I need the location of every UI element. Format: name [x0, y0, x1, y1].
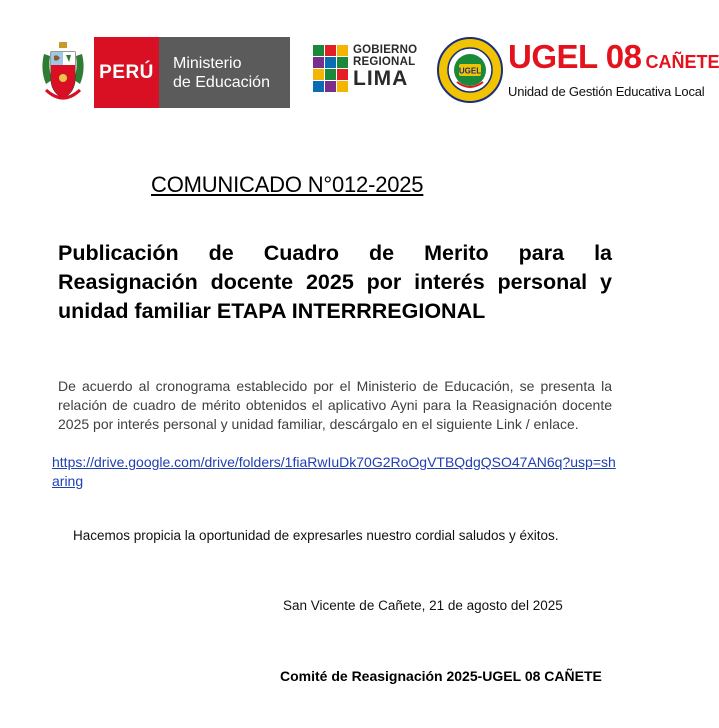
svg-text:UGEL: UGEL [458, 66, 482, 76]
ugel-title-city: CAÑETE [645, 52, 719, 72]
drive-folder-link[interactable]: https://drive.google.com/drive/folders/1fiaRwIuDk70G2RoOgVTBQdgQSO47AN6q?usp=sharing [52, 454, 616, 489]
signature-line: Comité de Reasignación 2025-UGEL 08 CAÑETE [280, 668, 602, 684]
gobierno-regional-lima-icon [311, 43, 351, 95]
ugel-seal-icon [437, 37, 503, 103]
ugel-title [508, 39, 719, 80]
peru-coat-of-arms-icon [38, 40, 88, 106]
ministry-line-2: de Educación [173, 73, 270, 91]
ministry-line-1: Ministerio [173, 54, 242, 72]
date-line: San Vicente de Cañete, 21 de agosto del 2025 [283, 598, 563, 613]
closing-line: Hacemos propicia la oportunidad de expresarles nuestro cordial saludos y éxitos. [73, 528, 559, 543]
document-paragraph: De acuerdo al cronograma establecido por el Ministerio de Educación, se presenta la relación de cuadro de mérito obtenidos el aplicativo Ayni para la Reasignación docente 2025 por interés personal y unidad familiar, descárgalo en el siguiente Link / enlace. [58, 378, 612, 432]
gore-line-2: REGIONAL [353, 56, 416, 68]
ugel-subtitle: Unidad de Gestión Educativa Local [508, 84, 705, 99]
peru-brand-block [94, 37, 159, 108]
gore-line-3: LIMA [353, 67, 409, 90]
ugel-title-main: UGEL 08 [508, 38, 642, 75]
peru-label: PERÚ [99, 61, 154, 83]
ministry-brand-block [159, 37, 290, 108]
gobierno-regional-text [353, 44, 418, 90]
document-headline: Publicación de Cuadro de Merito para la Reasignación docente 2025 por interés personal y unidad familiar ETAPA INTERRREGIONAL [58, 241, 612, 323]
document-title: COMUNICADO N°012-2025 [151, 172, 424, 197]
gore-line-1: GOBIERNO [353, 44, 418, 56]
